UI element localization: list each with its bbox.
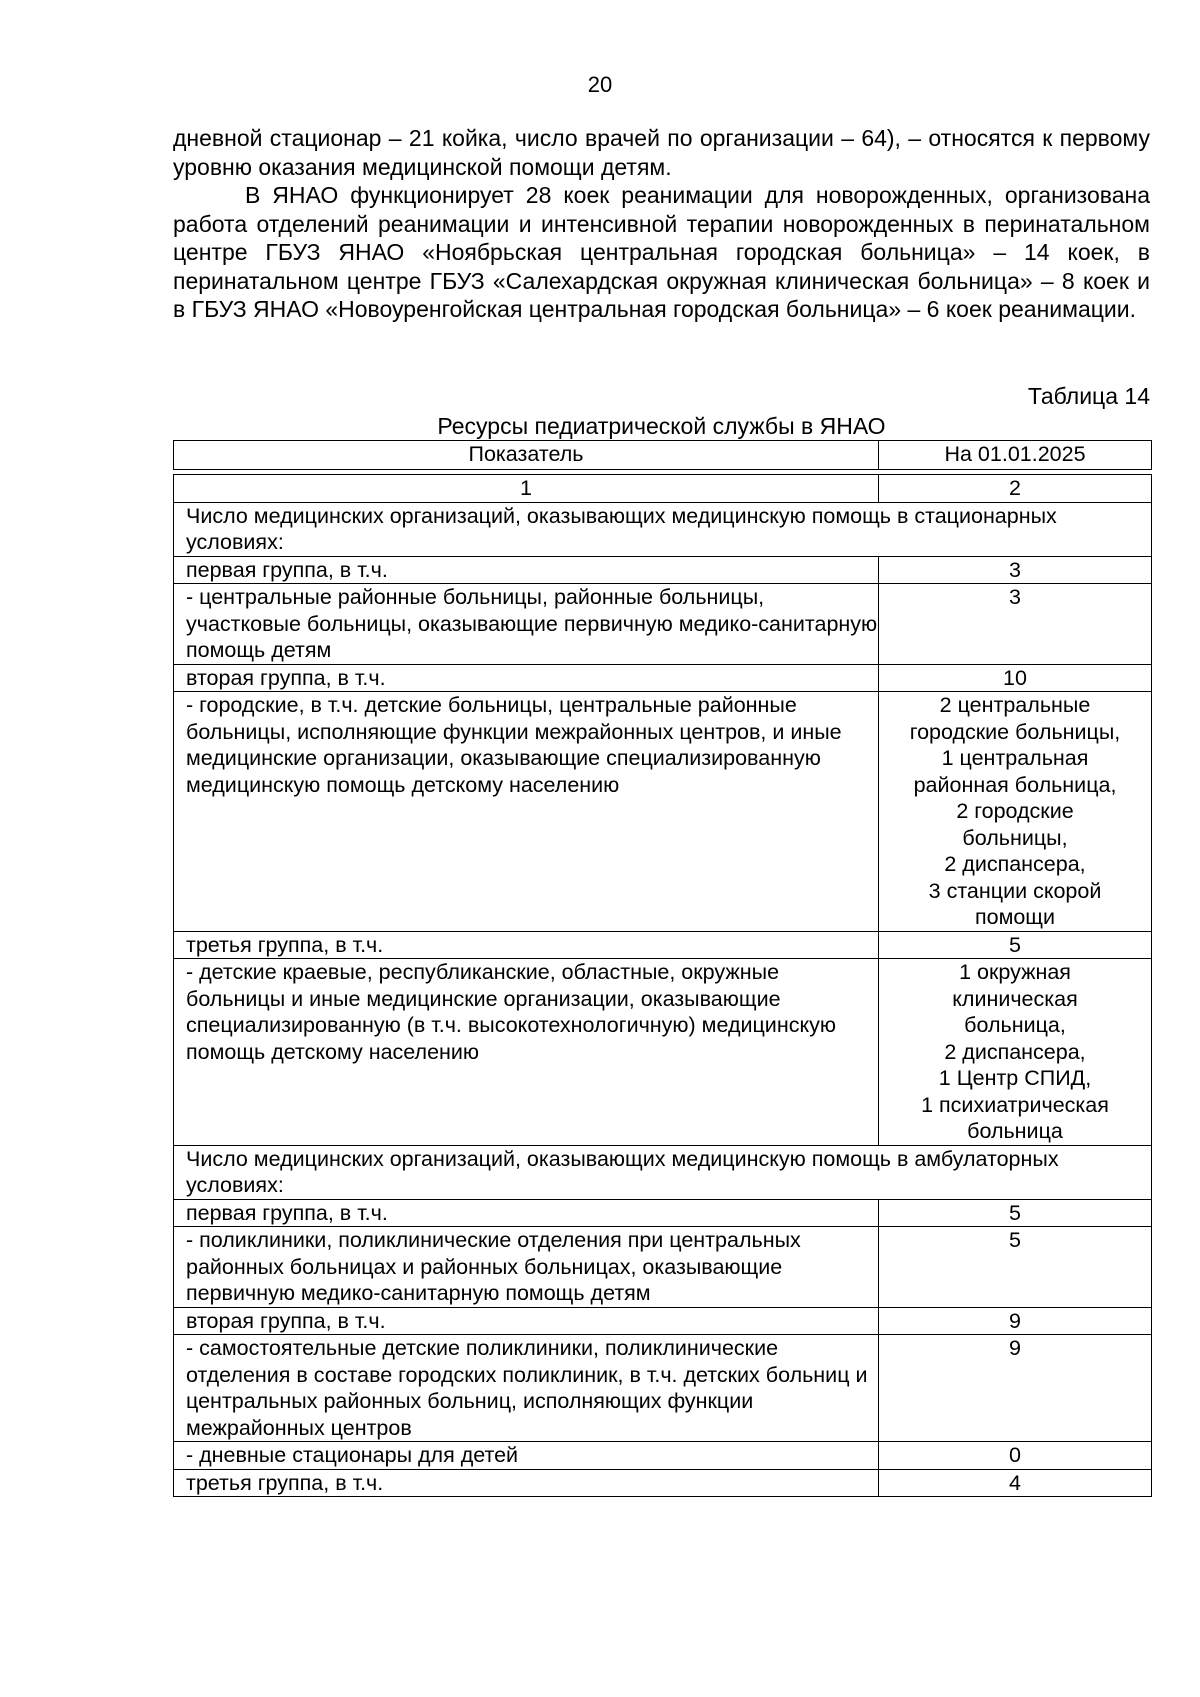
section-heading-row [174, 502, 1152, 556]
row-label: вторая группа, в т.ч. [174, 1307, 879, 1335]
row-value [879, 959, 1152, 1146]
row-value: 3 [879, 584, 1152, 665]
value-line: 2 городские [956, 799, 1074, 823]
col2-number: 2 [879, 475, 1152, 503]
value-line: 1 Центр СПИД, [938, 1066, 1092, 1090]
paragraph-2: В ЯНАО функционирует 28 коек реанимации для новорожденных, организована работа отделений реанимации и интенсивной терапии новорожденных в перинатальном центре ГБУЗ ЯНАО «Ноябрьская центральная городская больница» – 14 коек, в перинатальном центре ГБУЗ «Салехардская окружная клиническая больница» – 8 коек и в ГБУЗ ЯНАО «Новоуренгойская центральная городская больница» – 6 коек реанимации. [173, 182, 1150, 322]
table-row [174, 556, 1152, 584]
page-number: 20 [587, 72, 613, 97]
row-value: 5 [879, 931, 1152, 959]
value-line: клиническая [952, 986, 1078, 1011]
paragraph-1: дневной стационар – 21 койка, число врачей по организации – 64), – относятся к первому уровню оказания медицинской помощи детям. [173, 125, 1150, 180]
value-line: 2 диспансера, [944, 1039, 1086, 1064]
table-row [174, 692, 1152, 932]
table-row [174, 1199, 1152, 1227]
table-row [174, 1469, 1152, 1497]
table-header-row [174, 441, 1152, 470]
value-line: больницы, [962, 825, 1068, 850]
value-line: 2 диспансера, [944, 852, 1086, 876]
row-value: 4 [879, 1469, 1152, 1497]
value-line: 1 психиатрическая [921, 1092, 1109, 1117]
col1-header: Показатель [174, 441, 879, 470]
row-value: 5 [879, 1227, 1152, 1308]
table-row [174, 1307, 1152, 1335]
table-label: Таблица 14 [1027, 383, 1150, 409]
section-heading-row [174, 1145, 1152, 1199]
row-label: третья группа, в т.ч. [174, 931, 879, 959]
table-row [174, 664, 1152, 692]
row-value [879, 692, 1152, 932]
table-row [174, 959, 1152, 1146]
value-line: больница, [964, 1013, 1066, 1037]
table-row [174, 1335, 1152, 1442]
col2-header: На 01.01.2025 [879, 441, 1152, 470]
value-line: 2 центральные [939, 693, 1091, 717]
table-title: Ресурсы педиатрической службы в ЯНАО [437, 413, 886, 439]
row-value: 3 [879, 556, 1152, 584]
row-label: - центральные районные больницы, районные больницы, участковые больницы, оказывающие первичную медико-санитарную помощь детям [174, 584, 879, 665]
row-label: - самостоятельные детские поликлиники, поликлинические отделения в составе городских поликлиник, в т.ч. детских больниц и центральных районных больниц, исполняющих функции межрайонных центров [174, 1335, 879, 1442]
table-row [174, 1442, 1152, 1470]
row-value: 9 [879, 1335, 1152, 1442]
row-value: 0 [879, 1442, 1152, 1470]
section-heading: Число медицинских организаций, оказывающих медицинскую помощь в стационарных условиях: [174, 502, 1152, 556]
table-row [174, 931, 1152, 959]
value-line: больница [967, 1119, 1063, 1143]
row-label: - дневные стационары для детей [174, 1442, 879, 1470]
value-line: помощи [974, 905, 1056, 929]
row-label: третья группа, в т.ч. [174, 1469, 879, 1497]
row-label: - городские, в т.ч. детские больницы, центральные районные больницы, исполняющие функции межрайонных центров, и иные медицинские организации, оказывающие специализированную медицинскую помощь детскому населению [174, 692, 879, 932]
row-label: первая группа, в т.ч. [174, 556, 879, 584]
row-label: - поликлиники, поликлинические отделения при центральных районных больницах и районных больницах, оказывающие первичную медико-санитарную помощь детям [174, 1227, 879, 1308]
value-line: 1 окружная [959, 960, 1071, 984]
row-value: 10 [879, 664, 1152, 692]
body-text [173, 124, 1150, 324]
value-line: 3 станции скорой [928, 878, 1102, 903]
value-line: районная больница, [913, 772, 1117, 797]
section-heading: Число медицинских организаций, оказывающих медицинскую помощь в амбулаторных условиях: [174, 1145, 1152, 1199]
resources-table [173, 440, 1152, 1497]
row-value: 9 [879, 1307, 1152, 1335]
row-label: вторая группа, в т.ч. [174, 664, 879, 692]
column-number-row [174, 475, 1152, 503]
table-row [174, 1227, 1152, 1308]
col1-number: 1 [174, 475, 879, 503]
row-value: 5 [879, 1199, 1152, 1227]
value-line: 1 центральная [941, 746, 1089, 770]
value-line: городские больницы, [909, 719, 1121, 744]
table-row [174, 584, 1152, 665]
row-label: - детские краевые, республиканские, областные, окружные больницы и иные медицинские организации, оказывающие специализированную (в т.ч. высокотехнологичную) медицинскую помощь детскому населению [174, 959, 879, 1146]
row-label: первая группа, в т.ч. [174, 1199, 879, 1227]
